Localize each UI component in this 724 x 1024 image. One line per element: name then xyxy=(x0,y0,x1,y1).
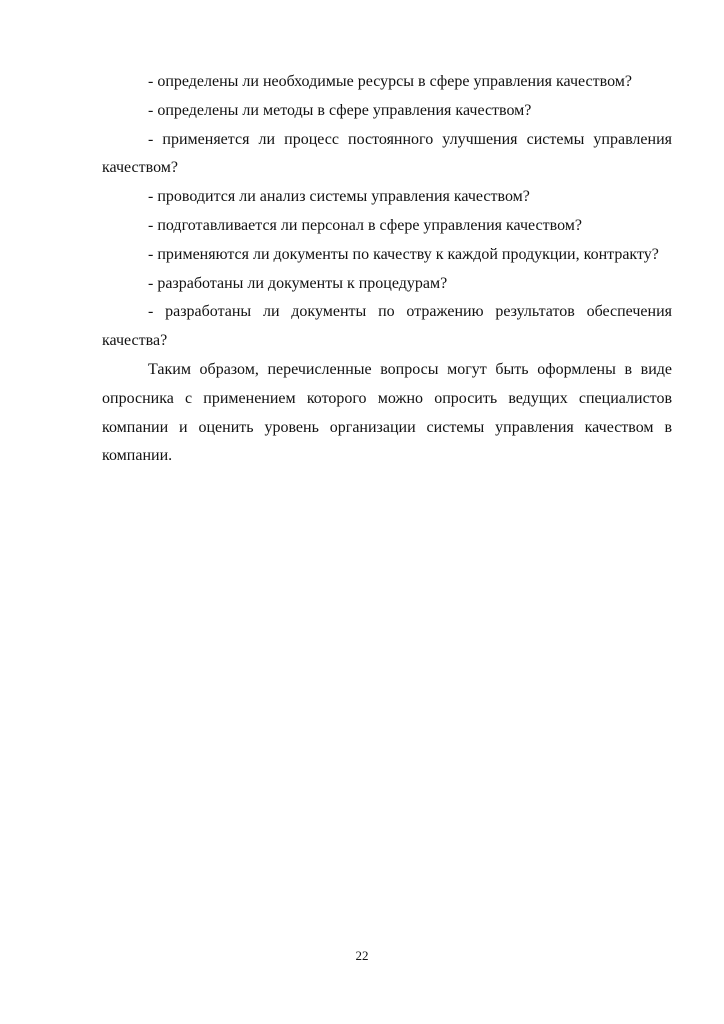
question-item: - применяются ли документы по качеству к каждой продукции, контракту? xyxy=(148,245,659,263)
question-item: - разработаны ли документы по отражению результатов обеспечения качества? xyxy=(102,303,672,350)
page-number: 22 xyxy=(355,948,369,963)
question-item: - применяется ли процесс постоянного улучшения системы управления качеством? xyxy=(102,130,672,177)
question-item: - проводится ли анализ системы управления качеством? xyxy=(148,188,530,206)
question-item: - определены ли необходимые ресурсы в сфере управления качеством? xyxy=(148,73,633,90)
conclusion-paragraph: Таким образом, перечисленные вопросы могут быть оформлены в виде опросника с применением которого можно опросить ведущих специалистов компании и оценить уровень организации системы управления качеством в компании. xyxy=(102,360,672,465)
question-item: - разработаны ли документы к процедурам? xyxy=(148,274,448,292)
document-body xyxy=(102,68,672,471)
question-item: - определены ли методы в сфере управления качеством? xyxy=(148,101,532,119)
question-item: - подготавливается ли персонал в сфере управления качеством? xyxy=(148,216,582,234)
